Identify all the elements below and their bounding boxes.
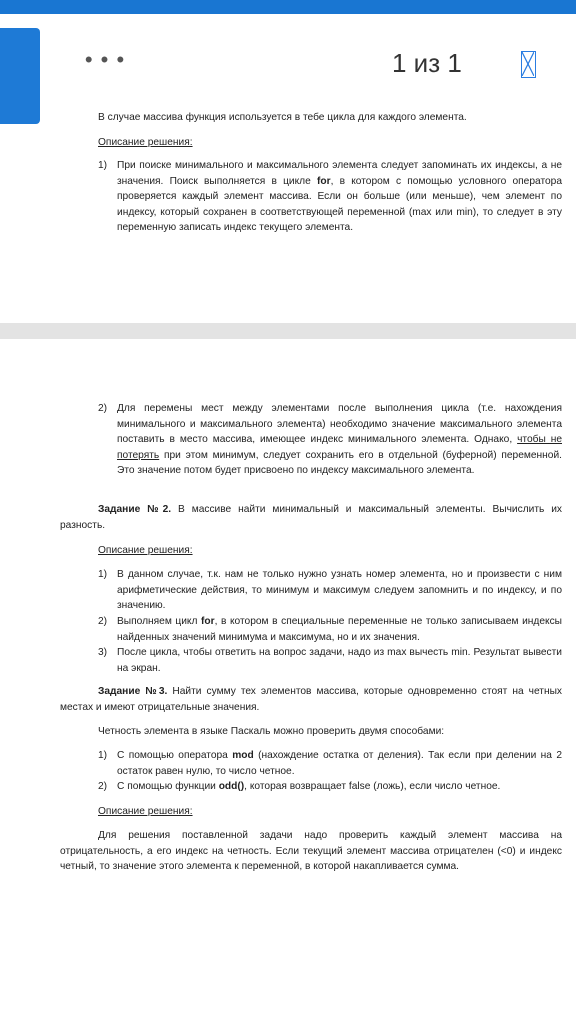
solution-heading: Описание решения: (98, 806, 193, 817)
list-text: После цикла, чтобы ответить на вопрос задачи, надо из max вычесть min. Результат вывести на экран. (117, 647, 562, 674)
list-number: 2) (98, 616, 108, 627)
list-text: Для перемены мест между элементами после выполнения цикла (т.е. нахождения минимального и максимального элемента) необходимо значение максимального элемента поставить в место массива, имеющее индекс минимального элемента. Однако, чтобы не потерять при этом минимум, следует сохранить его в отдельной (буферной) переменной. Это значение потом будет присвоено по индексу максимального элемента. (117, 403, 562, 476)
list-number: 3) (98, 647, 108, 658)
list-number: 2) (98, 403, 108, 414)
final-paragraph: Для решения поставленной задачи надо проверить каждый элемент массива на отрицательность, а его индекс на четность. Если текущий элемент массива отрицателен (<0) и индекс четный, то значение этого элемента к переменной, в которой накапливается сумма. (60, 830, 562, 872)
list-text: С помощью функции odd(), которая возвращает false (ложь), если число четное. (117, 781, 501, 792)
solution-heading: Описание решения: (98, 137, 193, 148)
more-options-button[interactable]: • • • (84, 47, 126, 72)
list-number: 1) (98, 569, 108, 580)
page-counter: 1 из 1 (392, 48, 462, 78)
top-accent-bar (0, 0, 576, 14)
task2-paragraph: Задание №2. В массиве найти минимальный и максимальный элементы. Вычислить их разность. (60, 504, 562, 531)
list-number: 1) (98, 160, 108, 171)
parity-intro: Четность элемента в языке Паскаль можно проверить двумя способами: (98, 726, 445, 737)
list-number: 1) (98, 750, 108, 761)
page-divider (0, 323, 576, 339)
list-text: В данном случае, т.к. нам не только нужно узнать номер элемента, но и произвести с ним арифметические действия, то минимум и максимум следуем запомнить и по индексу, и по значению. (117, 569, 562, 611)
task3-paragraph: Задание №3. Найти сумму тех элементов массива, которые одновременно стоят на четных местах и имеют отрицательные значения. (60, 686, 563, 713)
side-panel-tab[interactable] (0, 28, 40, 124)
page-view-icon[interactable] (521, 51, 536, 78)
solution-heading: Описание решения: (98, 545, 193, 556)
list-text: С помощью оператора mod (нахождение остатка от деления). Так если при делении на 2 остаток равен нулю, то число четное. (117, 750, 562, 777)
list-text: Выполняем цикл for, в котором в специальные переменные не только записываем индексы найденных значений минимума и максимума, но и их значения. (117, 616, 562, 643)
intro-text: В случае массива функция используется в тебе цикла для каждого элемента. (98, 112, 467, 123)
list-text: При поиске минимального и максимального элемента следует запоминать их индексы, а не значения. Поиск выполняется в цикле for, в котором с помощью условного оператора проверяется каждый элемент массива. Если он больше (или меньше), чем элемент по индексу, который сохранен в соответствующей переменной (max или min), то следует в эту переменную записать индекс текущего элемента. (117, 160, 562, 233)
list-number: 2) (98, 781, 108, 792)
